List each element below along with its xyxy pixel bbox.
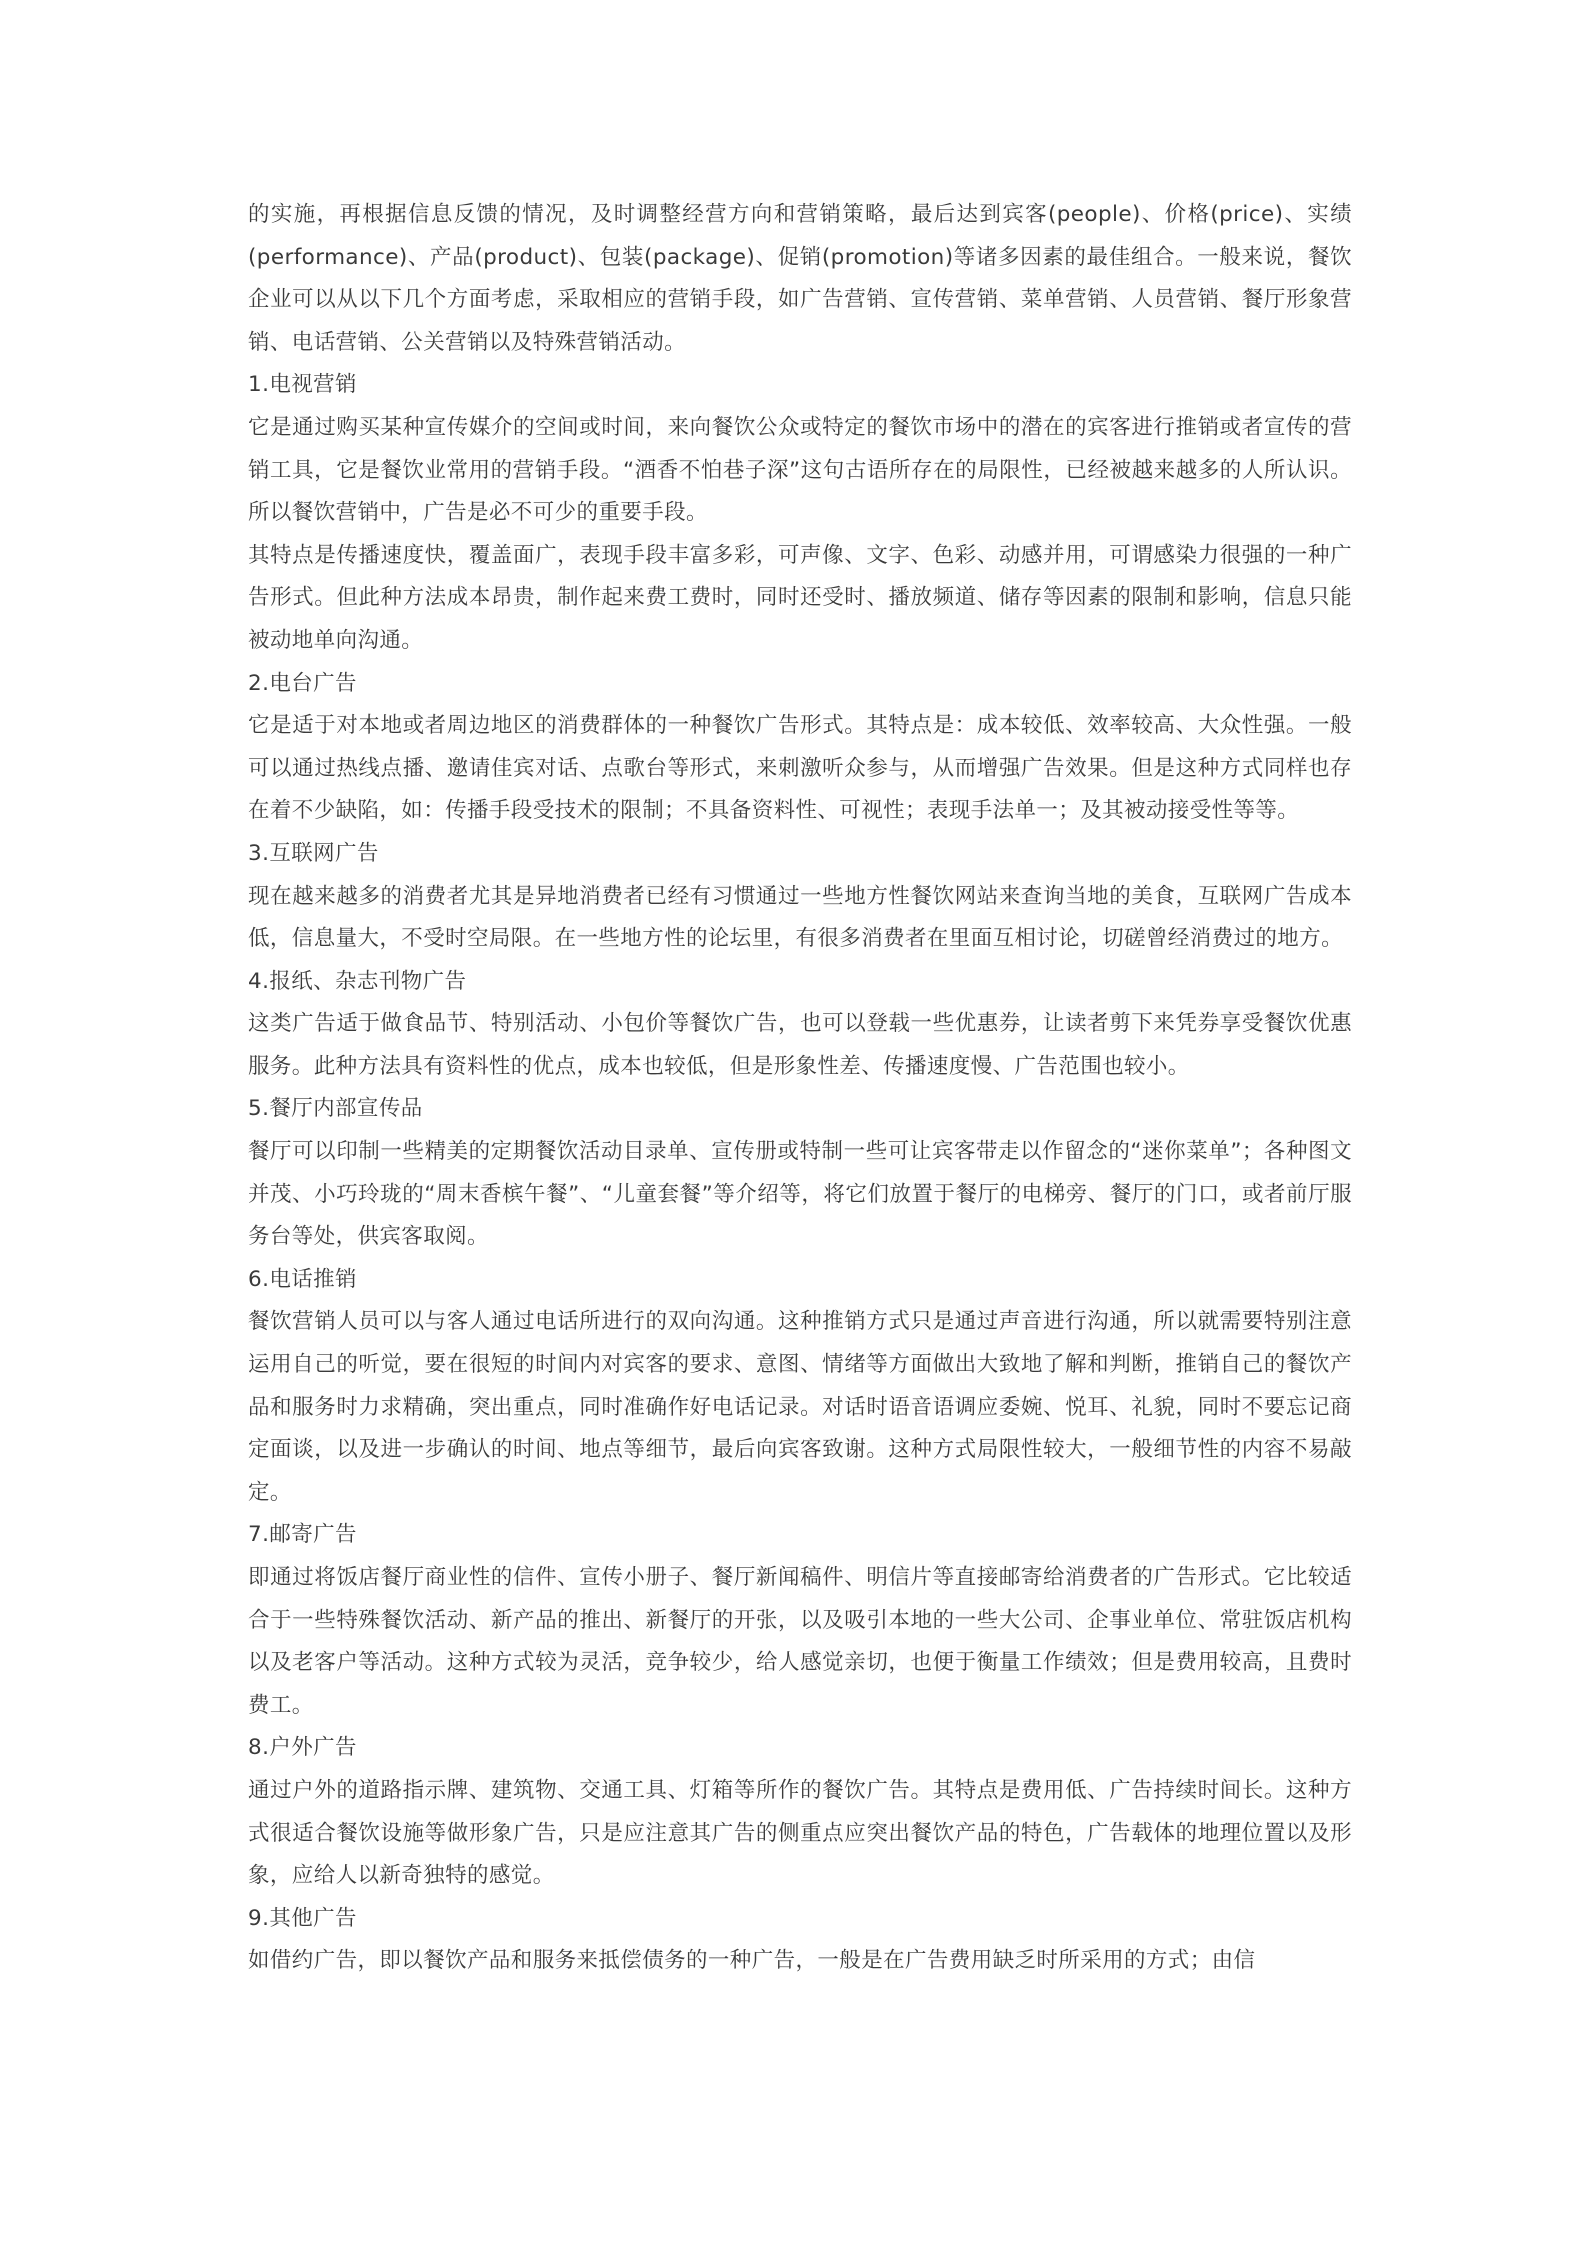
section-heading-internet: 3.互联网广告 (248, 840, 379, 866)
section-paragraph: 餐厅可以印制一些精美的定期餐饮活动目录单、宣传册或特制一些可让宾客带走以作留念的“迷你菜单”；各种图文并茂、小巧玲珑的“周末香槟午餐”、“儿童套餐”等介绍等，将它们放置于餐厅的电梯旁、餐厅的门口，或者前厅服务台等处，供宾客取阅。 (248, 1139, 1352, 1250)
section-paragraph: 餐饮营销人员可以与客人通过电话所进行的双向沟通。这种推销方式只是通过声音进行沟通，所以就需要特别注意运用自己的听觉，要在很短的时间内对宾客的要求、意图、情绪等方面做出大致地了解和判断，推销自己的餐饮产品和服务时力求精确，突出重点，同时准确作好电话记录。对话时语音语调应委婉、悦耳、礼貌，同时不要忘记商定面谈，以及进一步确认的时间、地点等细节，最后向宾客致谢。这种方式局限性较大，一般细节性的内容不易敲定。 (248, 1309, 1352, 1505)
section-heading-print: 4.报纸、杂志刊物广告 (248, 968, 467, 994)
section-paragraph: 现在越来越多的消费者尤其是异地消费者已经有习惯通过一些地方性餐饮网站来查询当地的美食，互联网广告成本低，信息量大，不受时空局限。在一些地方性的论坛里，有很多消费者在里面互相讨论，切磋曾经消费过的地方。 (248, 883, 1352, 952)
intro-paragraph: 的实施，再根据信息反馈的情况，及时调整经营方向和营销策略，最后达到宾客(people)、价格(price)、实绩(performance)、产品(product)、包装(package)、促销(promotion)等诸多因素的最佳组合。一般来说，餐饮企业可以从以下几个方面考虑，采取相应的营销手段，如广告营销、宣传营销、菜单营销、人员营销、餐厅形象营销、电话营销、公关营销以及特殊营销活动。 (248, 202, 1352, 355)
section-heading-radio: 2.电台广告 (248, 670, 357, 696)
section-paragraph: 即通过将饭店餐厅商业性的信件、宣传小册子、餐厅新闻稿件、明信片等直接邮寄给消费者的广告形式。它比较适合于一些特殊餐饮活动、新产品的推出、新餐厅的开张，以及吸引本地的一些大公司、企事业单位、常驻饭店机构以及老客户等活动。这种方式较为灵活，竞争较少，给人感觉亲切，也便于衡量工作绩效；但是费用较高，且费时费工。 (248, 1565, 1352, 1718)
section-heading-phone: 6.电话推销 (248, 1266, 357, 1292)
document-page (248, 194, 1352, 1983)
section-heading-tv: 1.电视营销 (248, 372, 357, 398)
section-heading-mail: 7.邮寄广告 (248, 1522, 357, 1548)
section-heading-outdoor: 8.户外广告 (248, 1735, 357, 1761)
section-heading-inhouse: 5.餐厅内部宣传品 (248, 1096, 423, 1122)
section-paragraph: 这类广告适于做食品节、特别活动、小包价等餐饮广告，也可以登载一些优惠券，让读者剪下来凭券享受餐饮优惠服务。此种方法具有资料性的优点，成本也较低，但是形象性差、传播速度慢、广告范围也较小。 (248, 1011, 1352, 1079)
section-paragraph: 其特点是传播速度快，覆盖面广，表现手段丰富多彩，可声像、文字、色彩、动感并用，可谓感染力很强的一种广告形式。但此种方法成本昂贵，制作起来费工费时，同时还受时、播放频道、储存等因素的限制和影响，信息只能被动地单向沟通。 (248, 542, 1352, 653)
section-heading-other: 9.其他广告 (248, 1905, 357, 1931)
section-paragraph: 它是适于对本地或者周边地区的消费群体的一种餐饮广告形式。其特点是：成本较低、效率较高、大众性强。一般可以通过热线点播、邀请佳宾对话、点歌台等形式，来刺激听众参与，从而增强广告效果。但是这种方式同样也存在着不少缺陷，如：传播手段受技术的限制；不具备资料性、可视性；表现手法单一；及其被动接受性等等。 (248, 713, 1352, 824)
section-paragraph: 如借约广告，即以餐饮产品和服务来抵偿债务的一种广告，一般是在广告费用缺乏时所采用的方式；由信 (248, 1948, 1256, 1974)
section-paragraph: 它是通过购买某种宣传媒介的空间或时间，来向餐饮公众或特定的餐饮市场中的潜在的宾客进行推销或者宣传的营销工具，它是餐饮业常用的营销手段。“酒香不怕巷子深”这句古语所存在的局限性，已经被越来越多的人所认识。所以餐饮营销中，广告是必不可少的重要手段。 (248, 414, 1352, 526)
section-paragraph: 通过户外的道路指示牌、建筑物、交通工具、灯箱等所作的餐饮广告。其特点是费用低、广告持续时间长。这种方式很适合餐饮设施等做形象广告，只是应注意其广告的侧重点应突出餐饮产品的特色，广告载体的地理位置以及形象，应给人以新奇独特的感觉。 (248, 1777, 1352, 1889)
